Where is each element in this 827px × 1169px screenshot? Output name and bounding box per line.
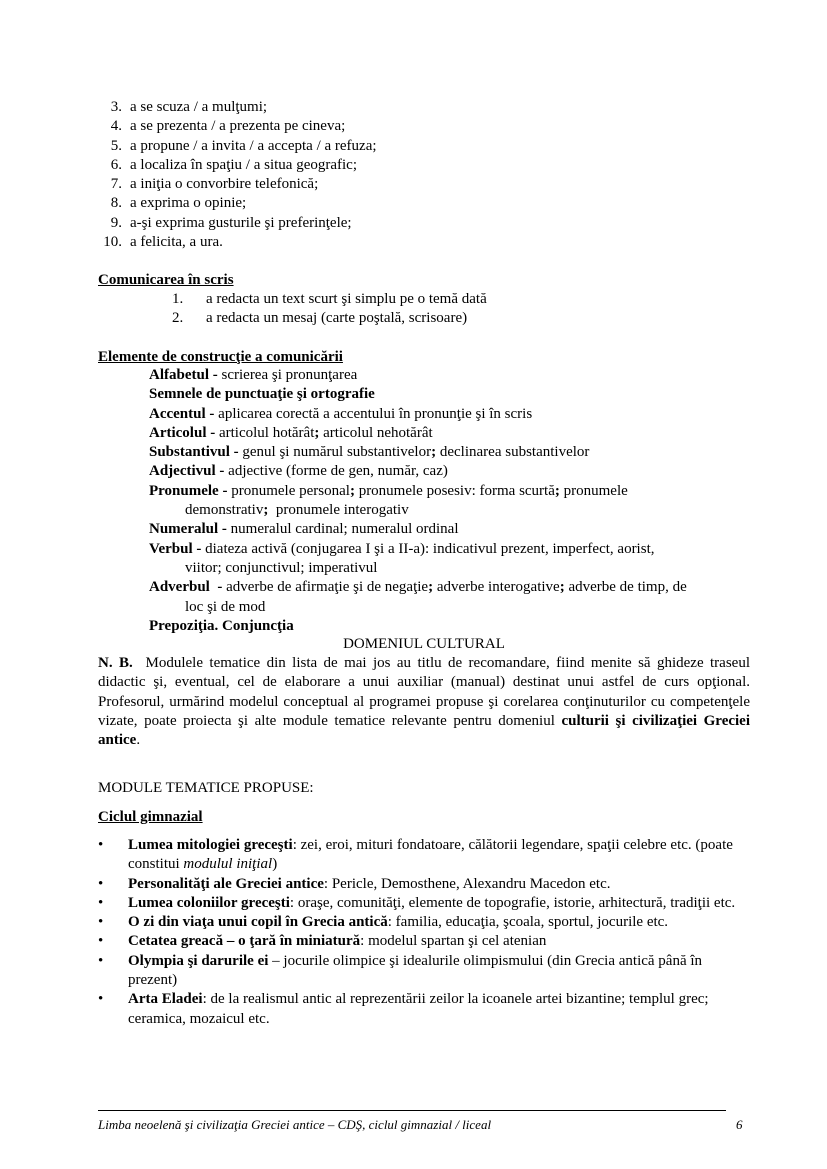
list-item: 8. a exprima o opinie;	[110, 195, 247, 212]
element-article: Articolul - articolul hotărât; articolul nehotărât	[149, 424, 433, 441]
list-item: • Lumea coloniilor greceşti: oraşe, comunităţi, elemente de topografie, istorie, arhitectură, tradiţii etc.	[98, 894, 750, 913]
nb-label: N. B.	[98, 655, 133, 671]
element-pronoun: Pronumele - pronumele personal; pronumele posesiv: forma scurtă; pronumele demonstrativ; pronumele interogativ	[149, 482, 628, 519]
footer-divider	[98, 1110, 726, 1111]
element-punctuation: Semnele de punctuaţie şi ortografie	[149, 386, 375, 403]
list-item: 5. a propune / a invita / a accepta / a refuza;	[110, 137, 377, 154]
element-adjective: Adjectivul - adjective (forme de gen, număr, caz)	[149, 463, 448, 480]
list-item: • Personalităţi ale Greciei antice: Pericle, Demosthene, Alexandru Macedon etc.	[98, 875, 750, 894]
list-item: • Cetatea greacă – o ţară în miniatură: modelul spartan şi cel atenian	[98, 932, 750, 951]
bullet-icon: •	[98, 837, 104, 853]
cultural-domain-heading: DOMENIUL CULTURAL	[343, 636, 505, 652]
footer-title: Limba neoelenă şi civilizaţia Greciei antice – CDŞ, ciclul gimnazial / liceal	[98, 1117, 492, 1132]
bullet-icon: •	[98, 894, 104, 911]
list-item: 10. a felicita, a ura.	[103, 234, 223, 251]
list-item: 3. a se scuza / a mulţumi;	[110, 99, 268, 115]
bullet-icon: •	[98, 991, 104, 1008]
bullet-icon: •	[98, 875, 104, 892]
list-item: • Olympia şi darurile ei – jocurile olimpice şi idealurile olimpismului (din Grecia antică până în prezent)	[98, 952, 703, 989]
element-alphabet: Alfabetul - scrierea şi pronunţarea	[149, 367, 358, 383]
written-communication-list	[172, 290, 487, 329]
list-item: 6. a localiza în spaţiu / a situa geografic;	[110, 156, 357, 173]
list-item: 9. a-şi exprima gusturile şi preferinţele;	[110, 214, 352, 231]
cycle-heading: Ciclul gimnazial	[98, 809, 203, 825]
list-item: • O zi din viaţa unui copil în Grecia antică: familia, educaţia, şcoala, sportul, jocurile etc.	[98, 913, 750, 932]
bullet-icon: •	[98, 952, 104, 969]
list-item: 7. a iniţia o convorbire telefonică;	[110, 176, 319, 193]
page-number: 6	[736, 1117, 743, 1132]
modules-heading: MODULE TEMATICE PROPUSE:	[98, 780, 314, 796]
element-verb: Verbul - diateza activă (conjugarea I şi a II-a): indicativul prezent, imperfect, aorist, viitor; conjunctivul; imperativul	[149, 540, 655, 576]
element-noun: Substantivul - genul şi numărul substantivelor; declinarea substantivelor	[149, 444, 590, 461]
element-accent: Accentul - aplicarea corectă a accentului în pronunţie şi în scris	[149, 405, 533, 422]
bullet-icon: •	[98, 933, 104, 950]
list-item: 4. a se prezenta / a prezenta pe cineva;	[110, 118, 346, 135]
list-item: 1. a redacta un text scurt şi simplu pe o temă dată	[172, 291, 487, 307]
nb-paragraph: N. B. Modulele tematice din lista de mai jos au titlu de recomandare, fiind menite să ghideze traseul didactic şi, eventual, cel de elaborare a unui auxiliar (manual) destinat unui astfel de curs opţional. Profesorul, urmărind modelul conceptual al programei propuse şi corelarea conţinuturilor cu competenţele vizate, poate proiecta şi alte module tematice relevante pentru domeniul culturii şi civilizaţiei Greciei antice.	[98, 655, 754, 749]
written-communication-heading: Comunicarea în scris	[98, 272, 234, 288]
list-item: 2. a redacta un mesaj (carte poştală, scrisoare)	[172, 310, 468, 327]
modules-list	[98, 836, 750, 1029]
element-preposition: Prepoziţia. Conjuncţia	[149, 617, 294, 634]
bullet-icon: •	[98, 914, 104, 931]
list-item: • Arta Eladei: de la realismul antic al reprezentării zeilor la icoanele artei bizantine; templul grec; ceramica, mozaicul etc.	[98, 991, 709, 1027]
speaking-functions-list	[98, 98, 377, 252]
element-numeral: Numeralul - numeralul cardinal; numeralul ordinal	[149, 521, 459, 538]
construction-elements-list	[149, 366, 749, 636]
construction-elements-heading: Elemente de construcţie a comunicării	[98, 349, 343, 365]
list-item: • Lumea mitologiei greceşti: zei, eroi, mituri fondatoare, călătorii legendare, spaţii celebre etc. (poate constitui modulul iniţial)	[98, 837, 733, 873]
element-adverb: Adverbul - adverbe de afirmaţie şi de negaţie; adverbe interogative; adverbe de timp, de loc şi de mod	[149, 579, 687, 615]
